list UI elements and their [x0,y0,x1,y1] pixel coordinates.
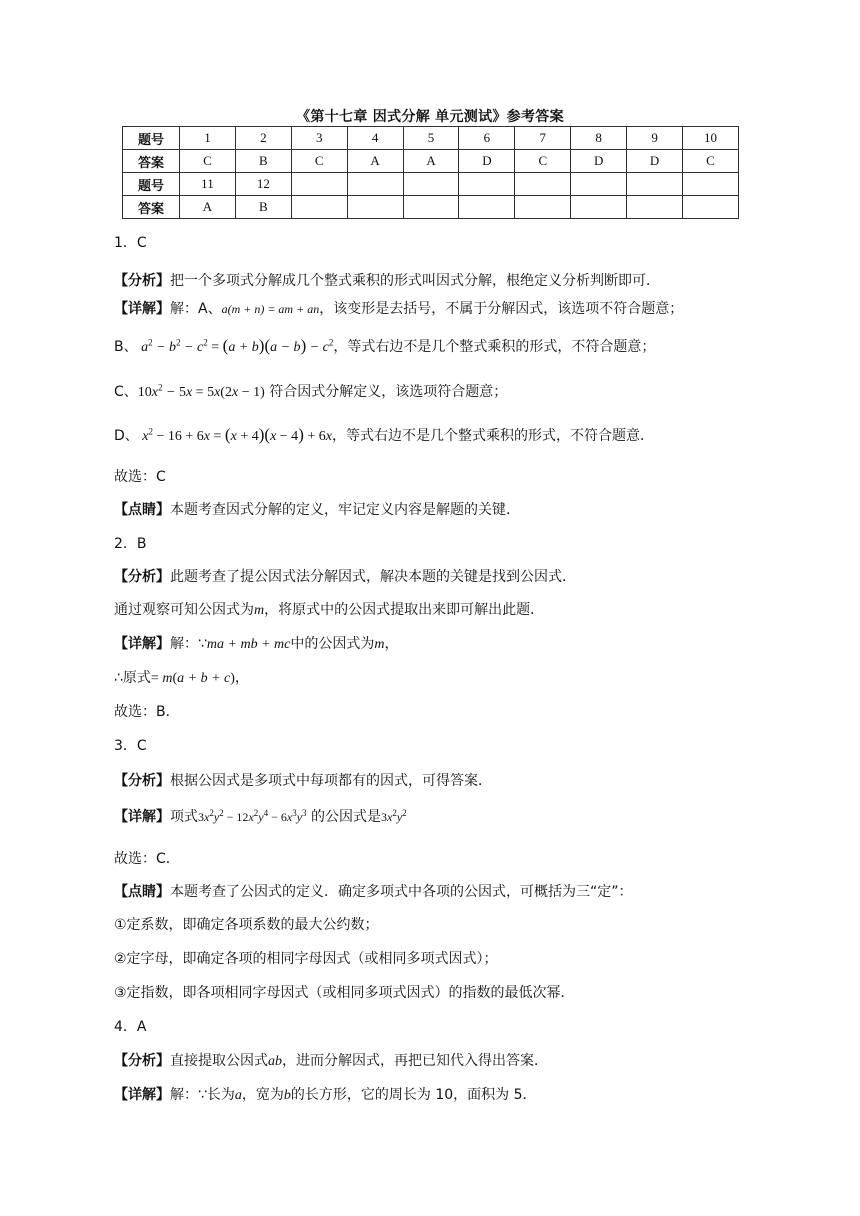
table-cell [291,196,347,219]
table-cell: C [683,150,739,173]
q3-choice: 故选：C． [114,851,180,867]
table-cell [627,173,683,196]
question-number-row [123,173,739,196]
answer-row [123,150,739,173]
question-1-heading: 1．C [114,235,147,251]
table-row-label: 答案 [123,150,180,173]
q2-result: ∴原式= m(a + b + c)， [114,670,249,686]
table-cell: 2 [235,127,291,150]
q2-analysis: 【分析】此题考查了提公因式法分解因式，解决本题的关键是找到公因式． [114,569,576,585]
q1-analysis: 【分析】把一个多项式分解成几个整式乘积的形式叫因式分解，根绝定义分析判断即可． [114,273,660,289]
q1-choice: 故选：C [114,469,166,485]
table-row-label: 题号 [123,173,180,196]
table-cell: 6 [459,127,515,150]
table-cell [347,173,403,196]
question-3-heading: 3．C [114,738,147,754]
table-cell: 7 [515,127,571,150]
table-cell [291,173,347,196]
q3-analysis: 【分析】根据公因式是多项式中每项都有的因式，可得答案． [114,773,492,789]
table-cell [683,196,739,219]
q2-choice: 故选：B． [114,704,180,720]
q3-item-2: ②定字母，即确定各项的相同字母因式（或相同多项式因式）； [114,951,498,967]
table-row-label: 答案 [123,196,180,219]
table-row-label: 题号 [123,127,180,150]
q2-detail: 【详解】解：∵ma + mb + mc中的公因式为m， [114,636,399,652]
q1-option-b: B、 $a^2 - b^2 - c^2 = (a + b)(a - b) - c^2$，等式右边不是几个整式乘积的形式，不符合题意； [114,336,656,355]
q3-item-3: ③定指数，即各项相同字母因式（或相同多项式因式）的指数的最低次幂． [114,985,575,1001]
table-cell: C [515,150,571,173]
table-cell: D [627,150,683,173]
table-cell: C [291,150,347,173]
answer-row [123,196,739,219]
table-cell [403,196,459,219]
table-cell: 11 [180,173,236,196]
q3-item-1: ①定系数，即确定各项系数的最大公约数； [114,917,379,933]
table-cell: 8 [571,127,627,150]
table-cell [515,173,571,196]
q2-observation: 通过观察可知公因式为m，将原式中的公因式提取出来即可解出此题． [114,602,545,618]
table-cell: 9 [627,127,683,150]
table-cell: D [459,150,515,173]
table-cell [571,196,627,219]
table-cell [403,173,459,196]
page-title: 《第十七章 因式分解 单元测试》参考答案 [296,109,564,125]
table-cell [459,196,515,219]
table-cell [515,196,571,219]
q3-comment: 【点睛】本题考查了公因式的定义．确定多项式中各项的公因式，可概括为三“定”： [114,884,633,900]
q1-option-c: C、$10x^2 - 5x = 5x(2x - 1)$ 符合因式分解定义，该选项符合题意； [114,382,508,400]
table-cell: 12 [235,173,291,196]
table-cell: 1 [180,127,236,150]
table-cell [459,173,515,196]
q1-option-d: D、 $x^2 - 16 + 6x = (x + 4)(x - 4) + 6x$，等式右边不是几个整式乘积的形式，不符合题意． [114,425,654,444]
table-cell: D [571,150,627,173]
table-cell: A [347,150,403,173]
table-cell: 4 [347,127,403,150]
table-cell: B [235,196,291,219]
q3-detail: 【详解】项式$3x^2y^2 - 12x^2y^4 - 6x^3y^3$ 的公因式是$3x^2y^2$ [114,808,407,825]
table-cell: 10 [683,127,739,150]
table-cell: C [180,150,236,173]
answer-table [122,126,739,219]
q4-analysis: 【分析】直接提取公因式ab，进而分解因式，再把已知代入得出答案． [114,1053,548,1069]
question-number-row [123,127,739,150]
q1-detail: 【详解】解：A、a(m + n) = am + an，该变形是去括号，不属于分解因式，该选项不符合题意； [114,301,684,317]
table-cell: 5 [403,127,459,150]
table-cell: 3 [291,127,347,150]
q4-detail: 【详解】解：∵长为a，宽为b的长方形，它的周长为 10，面积为 5． [114,1087,537,1103]
table-cell [627,196,683,219]
table-cell [683,173,739,196]
table-cell: A [180,196,236,219]
q1-comment: 【点睛】本题考查因式分解的定义，牢记定义内容是解题的关键． [114,502,520,518]
table-cell: A [403,150,459,173]
question-4-heading: 4．A [114,1019,147,1035]
table-cell: B [235,150,291,173]
question-2-heading: 2．B [114,536,147,552]
table-cell [347,196,403,219]
table-cell [571,173,627,196]
